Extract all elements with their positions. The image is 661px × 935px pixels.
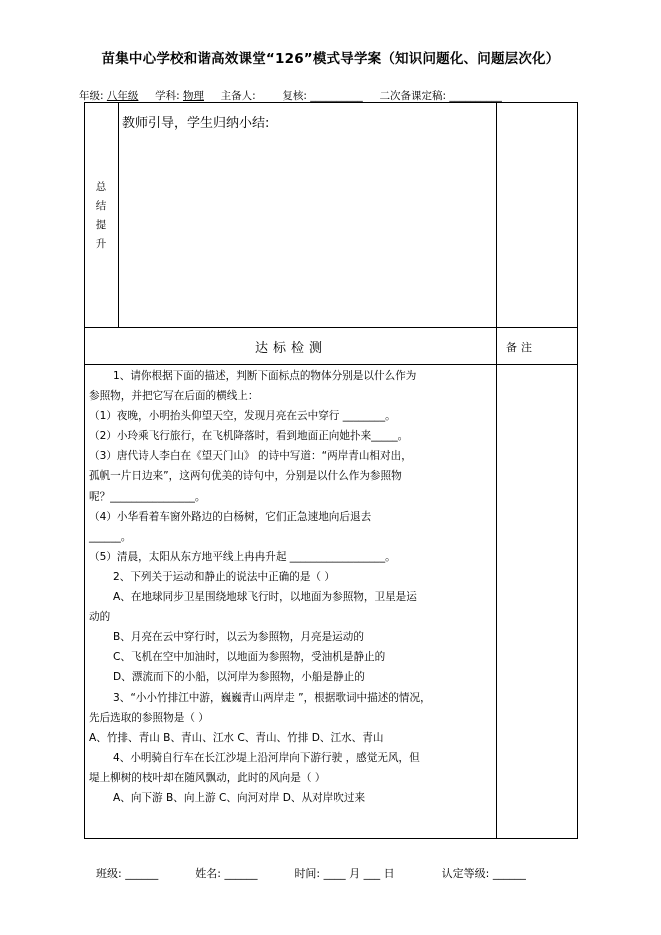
question-line: D、漂流而下的小船，以河岸为参照物，小船是静止的: [113, 671, 365, 684]
question-line: 2、下列关于运动和静止的说法中正确的是（ ）: [113, 570, 335, 583]
test-section-header: 达标检测: [254, 341, 327, 356]
question-line: 4、小明骑自行车在长江沙堤上沿河岸向下游行驶 ，感觉无风，但: [113, 751, 420, 764]
name-label: 姓名:: [195, 867, 221, 880]
question-line: 先后选取的参照物是（ ）: [89, 711, 209, 724]
time-blank-day: ___: [363, 867, 381, 880]
grade-label: 年级:: [79, 90, 104, 102]
side-char: 结: [95, 200, 107, 212]
question-line: （5）清晨，太阳从东方地平线上冉冉升起 __________________。: [89, 550, 396, 563]
class-label: 班级:: [96, 867, 122, 880]
question-line: 1、请你根据下面的描述，判断下面标点的物体分别是以什么作为: [113, 370, 417, 382]
question-line: A、向下游 B、向上游 C、向河对岸 D、从对岸吹过来: [113, 791, 366, 804]
header-meta: [79, 88, 502, 103]
question-list: [89, 366, 494, 808]
class-blank: ______: [125, 867, 159, 880]
subject-value: 物理: [182, 90, 204, 102]
day-label: 日: [383, 867, 395, 880]
question-line: （2）小玲乘飞行旅行，在飞机降落时，看到地面正向她扑来_____。: [89, 430, 409, 443]
question-line: 孤帆一片日边来”，这两句优美的诗句中，分别是以什么作为参照物: [89, 470, 402, 483]
question-line: 3、“小小竹排江中游，巍巍青山两岸走 ”，根据歌词中描述的情况，: [113, 691, 431, 704]
summary-instruction: 教师引导，学生归纳小结:: [122, 116, 270, 131]
time-blank-month: ____: [323, 867, 346, 880]
side-char: 总: [95, 181, 107, 193]
summary-side-label: [91, 178, 111, 254]
question-line: 动的: [89, 611, 111, 624]
month-label: 月: [349, 867, 361, 880]
question-line: A、竹排、青山 B、青山、江水 C、青山、竹排 D、江水、青山: [89, 731, 384, 744]
question-line: C、飞机在空中加油时，以地面为参照物，受油机是静止的: [113, 651, 386, 664]
question-line: （4）小华看着车窗外路边的白杨树，它们正急速地向后退去: [89, 510, 372, 523]
footer-info: [96, 865, 526, 881]
side-char: 升: [95, 238, 107, 250]
second-draft-blank: __________: [449, 90, 502, 102]
time-label: 时间:: [294, 867, 321, 880]
name-blank: ______: [224, 867, 258, 880]
subject-label: 学科:: [155, 90, 180, 102]
question-line: A、在地球同步卫星围绕地球飞行时，以地面为参照物，卫星是运: [113, 591, 417, 604]
preparer-label: 主备人:: [220, 90, 256, 102]
question-line: （3）唐代诗人李白在《望天门山》 的诗中写道：“两岸青山相对出，: [89, 450, 412, 463]
question-line: B、月亮在云中穿行时，以云为参照物，月亮是运动的: [113, 631, 364, 644]
question-line: ______。: [89, 530, 132, 543]
side-char: 提: [95, 219, 107, 231]
reviewer-blank: __________: [310, 90, 363, 102]
question-line: 参照物，并把它写在后面的横线上：: [89, 390, 259, 403]
reviewer-label: 复核:: [282, 90, 307, 102]
notes-column-header: 备注: [506, 341, 536, 354]
grade-value: 八年级: [106, 90, 139, 102]
question-line: 堤上柳树的枝叶却在随风飘动，此时的风向是（ ）: [89, 771, 326, 784]
question-line: （1）夜晚，小明抬头仰望天空，发现月亮在云中穿行 ________。: [89, 410, 396, 423]
second-draft-label: 二次备课定稿:: [379, 90, 447, 102]
question-line: 呢？________________。: [89, 490, 206, 503]
level-blank: ______: [492, 867, 526, 880]
level-label: 认定等级:: [441, 867, 490, 880]
page-title: 苗集中心学校和谐高效课堂“126”模式导学案（知识问题化、问题层次化）: [101, 51, 560, 67]
